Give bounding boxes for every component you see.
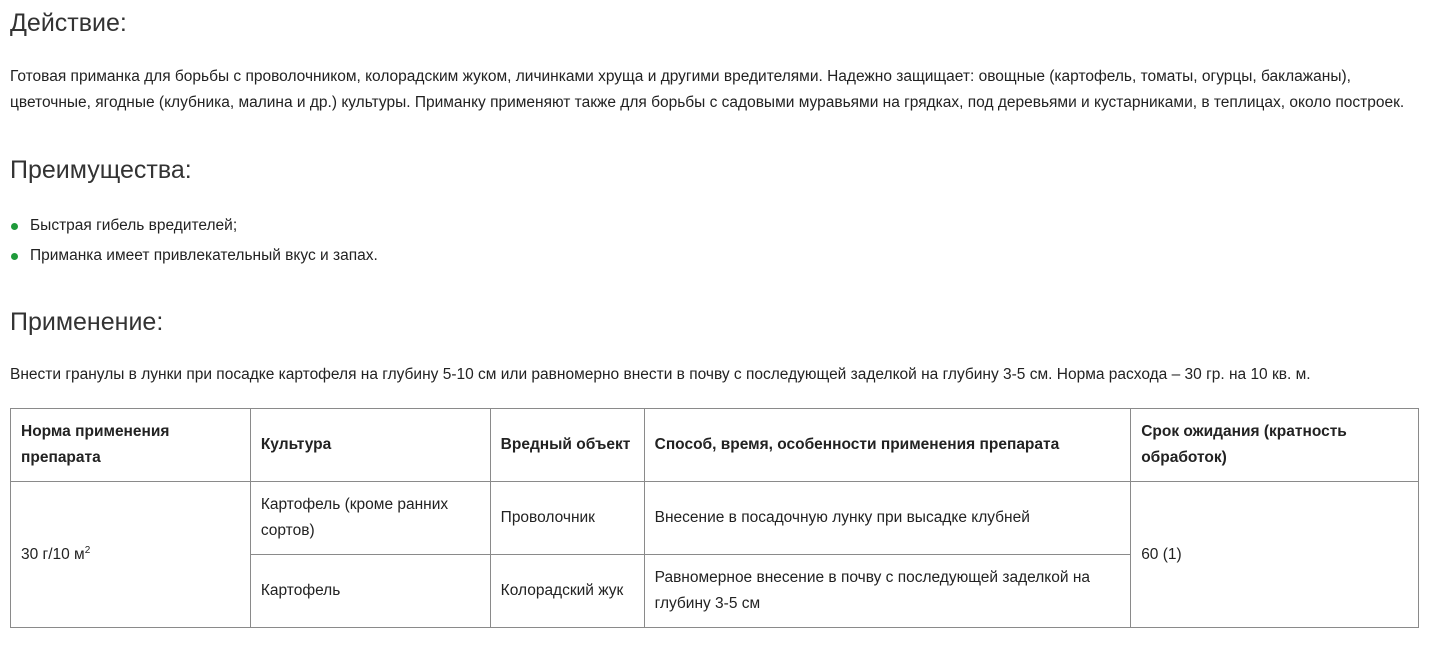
header-rate: Норма применения препарата [11,409,251,482]
bullet-dot-icon [11,253,18,260]
cell-crop: Картофель [250,555,490,628]
application-heading: Применение: [10,308,164,336]
rate-superscript: 2 [84,544,91,556]
header-waiting: Срок ожидания (кратность обработок) [1131,409,1419,482]
list-item [10,241,1419,271]
header-pest: Вредный объект [490,409,644,482]
header-crop: Культура [250,409,490,482]
rate-value: 30 г/10 м [21,545,85,563]
cell-method: Равномерное внесение в почву с последующей заделкой на глубину 3-5 см [644,555,1131,628]
cell-waiting: 60 (1) [1131,482,1419,628]
action-heading: Действие: [10,9,127,37]
bullet-dot-icon [11,223,18,230]
list-item [10,211,1419,241]
table-header-row [11,409,1419,482]
cell-pest: Колорадский жук [490,555,644,628]
advantages-list [10,211,1419,271]
advantages-heading: Преимущества: [10,156,192,184]
cell-method: Внесение в посадочную лунку при высадке клубней [644,482,1131,555]
cell-rate [11,482,251,628]
cell-pest: Проволочник [490,482,644,555]
table-row [11,482,1419,555]
action-text: Готовая приманка для борьбы с проволочником, колорадским жуком, личинками хруща и другими вредителями. Надежно защищает: овощные (картофель, томаты, огурцы, баклажаны), цветочные, ягодные (клубника, малина и др.) культуры. Приманку применяют также для борьбы с садовыми муравьями на грядках, под деревьями и кустарниками, в теплицах, около построек. [10,68,1405,111]
list-item-text: Приманка имеет привлекательный вкус и запах. [30,247,378,264]
header-method: Способ, время, особенности применения препарата [644,409,1131,482]
cell-crop: Картофель (кроме ранних сортов) [250,482,490,555]
application-text: Внести гранулы в лунки при посадке картофеля на глубину 5-10 см или равномерно внести в почву с последующей заделкой на глубину 3-5 см. Норма расхода – 30 гр. на 10 кв. м. [10,366,1311,383]
list-item-text: Быстрая гибель вредителей; [30,217,238,234]
usage-table [10,408,1419,628]
